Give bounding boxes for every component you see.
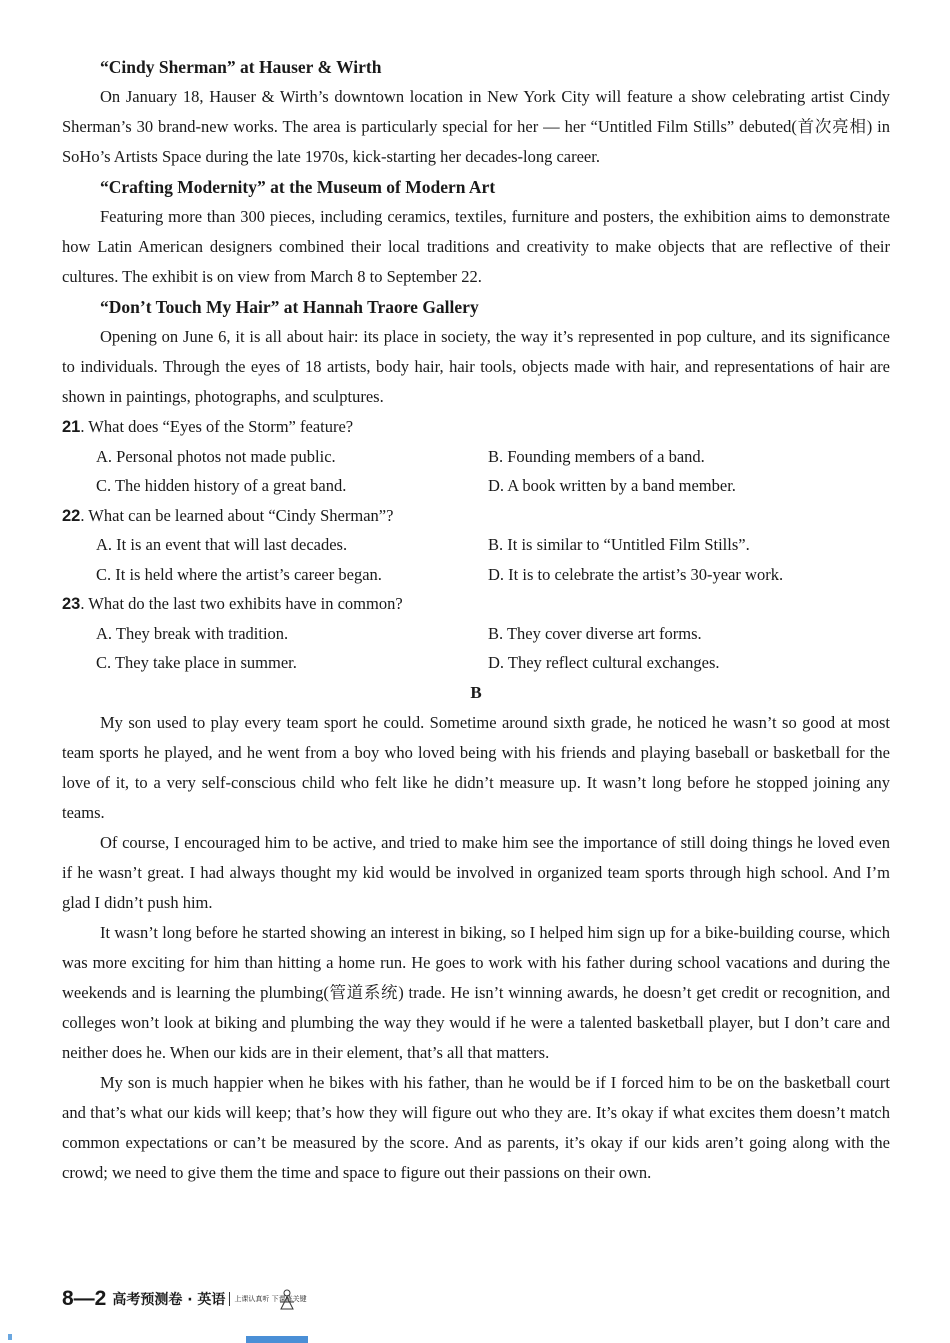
question-number: 23 — [62, 595, 81, 613]
options-row — [62, 442, 890, 472]
footer-motto: 上课认真听 下课练关键 — [234, 1295, 307, 1303]
page-footer — [62, 1284, 307, 1314]
option-a: A. They break with tradition. — [96, 623, 289, 643]
question-21 — [62, 412, 890, 442]
options-row — [62, 471, 890, 501]
option-b: B. They cover diverse art forms. — [488, 623, 702, 643]
option-b: B. Founding members of a band. — [488, 446, 705, 466]
passage-b-paragraph-3: It wasn’t long before he started showing an interest in biking, so I helped him sign up for a bike-building course, which was more exciting for him than hitting a home run. He goes to work with his father during school vacations and during the weekends and is learning the plumbing(管道系统) trade. He isn’t winning awards, he doesn’t get credit or recognition, and colleges won’t look at biking and plumbing the way they would if he were a talented basketball player, but I don’t care and neither does he. When our kids are in their element, that’s all that matters. — [62, 922, 890, 1062]
question-number: 22 — [62, 506, 81, 525]
section-b-heading: B — [470, 682, 482, 702]
question-number: 21 — [62, 418, 81, 436]
content-area — [62, 52, 890, 1188]
passage-b-paragraph-2: Of course, I encouraged him to be active, and tried to make him see the importance of still doing things he loved even if he wasn’t great. I had always thought my kid would be involved in organized team sports through high school. And I’m glad I didn’t push him. — [62, 832, 890, 912]
blue-edge-mark — [246, 1336, 308, 1343]
passage-b-paragraph-1: My son used to play every team sport he could. Sometime around sixth grade, he noticed he wasn’t so good at most team sports he played, and he went from a boy who loved being with his friends and playing baseball or basketball for the love of it, to a very self-conscious child who felt like he didn’t measure up. It wasn’t long before he stopped joining any teams. — [62, 712, 890, 822]
exhibit-text-crafting-modernity: Featuring more than 300 pieces, including ceramics, textiles, furniture and posters, the exhibition aims to demonstrate how Latin American designers combined their local traditions and creativity to make objects that are reflective of their cultures. The exhibit is on view from March 8 to September 22. — [62, 207, 890, 286]
options-row — [62, 530, 890, 560]
passage-b-paragraph-4: My son is much happier when he bikes with his father, than he would be if I forced him to be on the basketball court and that’s what our kids will keep; that’s how they will figure out who they are. It’s okay if what excites them doesn’t match common expectations or can’t be measured by the score. And as parents, it’s okay if our kids aren’t going along with the crowd; we need to give them the time and space to figure out their passions on their own. — [62, 1072, 890, 1182]
scholar-logo-icon — [278, 1288, 296, 1310]
question-stem: . What does “Eyes of the Storm” feature? — [80, 417, 354, 436]
option-b: B. It is similar to “Untitled Film Stills”. — [488, 535, 750, 554]
footer-divider — [229, 1292, 230, 1306]
book-title: 高考预测卷 · 英语 — [112, 1292, 226, 1308]
option-c: C. They take place in summer. — [96, 653, 297, 672]
option-d: D. They reflect cultural exchanges. — [488, 653, 720, 672]
exhibit-title-cindy-sherman: “Cindy Sherman” at Hauser & Wirth — [100, 57, 382, 77]
option-d: D. A book written by a band member. — [488, 476, 736, 495]
question-23 — [62, 589, 890, 619]
page-number: 8—2 — [62, 1287, 107, 1310]
option-c: C. The hidden history of a great band. — [96, 476, 347, 495]
exhibit-text-dont-touch-my-hair: Opening on June 6, it is all about hair: its place in society, the way it’s represented in pop culture, and its significance to individuals. Through the eyes of 18 artists, body hair, hair tools, objects made with hair, and representations of hair are shown in paintings, photographs, and sculptures. — [62, 327, 890, 406]
exhibit-title-crafting-modernity: “Crafting Modernity” at the Museum of Modern Art — [100, 177, 496, 197]
options-row — [62, 560, 890, 590]
question-stem: . What do the last two exhibits have in common? — [80, 594, 403, 613]
option-a: A. It is an event that will last decades. — [96, 535, 348, 554]
question-22 — [62, 501, 890, 531]
corner-edge-mark — [8, 1334, 12, 1340]
exhibit-text-cindy-sherman: On January 18, Hauser & Wirth’s downtown location in New York City will feature a show celebrating artist Cindy Sherman’s 30 brand-new works. The area is particularly special for her — her “Untitled Film Stills” debuted(首次亮相) in SoHo’s Artists Space during the late 1970s, kick-starting her decades-long career. — [62, 87, 890, 166]
options-row — [62, 648, 890, 678]
question-stem: . What can be learned about “Cindy Sherman”? — [80, 505, 394, 525]
exhibit-title-dont-touch-my-hair: “Don’t Touch My Hair” at Hannah Traore Gallery — [100, 297, 479, 317]
option-d: D. It is to celebrate the artist’s 30-year work. — [488, 564, 784, 584]
options-row — [62, 619, 890, 649]
option-c: C. It is held where the artist’s career began. — [96, 564, 382, 584]
option-a: A. Personal photos not made public. — [96, 446, 336, 466]
